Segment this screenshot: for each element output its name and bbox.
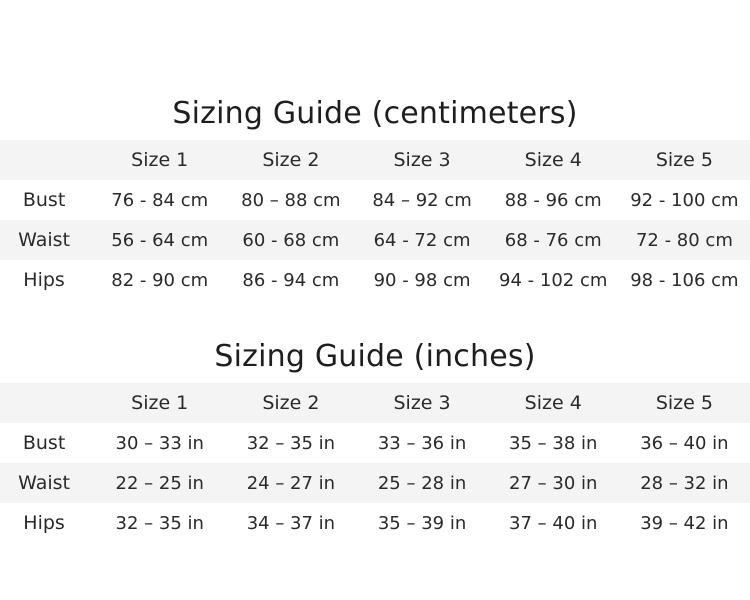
cell-value: 86 - 94 cm (242, 269, 340, 291)
header-size-3: Size 3 (393, 149, 451, 171)
table-row-waist (0, 220, 750, 260)
cell-value: 94 - 102 cm (499, 269, 608, 291)
cell-value: 32 – 35 in (246, 432, 336, 454)
row-label-hips: Hips (23, 512, 65, 534)
cell-value: 68 - 76 cm (504, 229, 602, 251)
header-size-2: Size 2 (262, 149, 320, 171)
table-row-hips (0, 503, 750, 543)
table-row-bust (0, 180, 750, 220)
table-row-waist (0, 463, 750, 503)
cell-value: 25 – 28 in (377, 472, 467, 494)
cell-value: 56 - 64 cm (111, 229, 209, 251)
cell-value: 34 – 37 in (246, 512, 336, 534)
cell-value: 76 - 84 cm (111, 189, 209, 211)
sizing-table-cm (0, 140, 750, 300)
header-size-2: Size 2 (262, 392, 320, 414)
sizing-guide-cm-title: Sizing Guide (centimeters) (172, 96, 578, 131)
cell-value: 24 – 27 in (246, 472, 336, 494)
cell-value: 39 – 42 in (640, 512, 729, 534)
row-label-waist: Waist (18, 472, 70, 494)
sizing-guide-inches-title: Sizing Guide (inches) (214, 339, 536, 374)
sizing-guide-inches (0, 331, 750, 543)
header-size-5: Size 5 (655, 392, 713, 414)
header-size-1: Size 1 (131, 392, 189, 414)
table-header-row (0, 140, 750, 180)
cell-value: 80 – 88 cm (241, 189, 341, 211)
cell-value: 88 - 96 cm (504, 189, 602, 211)
cell-value: 82 - 90 cm (111, 269, 209, 291)
row-label-bust: Bust (22, 189, 66, 211)
header-size-1: Size 1 (131, 149, 189, 171)
table-header-row (0, 383, 750, 423)
cell-value: 37 – 40 in (509, 512, 598, 534)
cell-value: 64 - 72 cm (373, 229, 471, 251)
cell-value: 72 - 80 cm (635, 229, 733, 251)
table-row-hips (0, 260, 750, 300)
cell-value: 30 – 33 in (115, 432, 204, 454)
cell-value: 32 – 35 in (115, 512, 204, 534)
header-size-3: Size 3 (393, 392, 451, 414)
cell-value: 28 – 32 in (640, 472, 729, 494)
sizing-table-inches (0, 383, 750, 543)
header-size-4: Size 4 (524, 392, 582, 414)
header-size-4: Size 4 (524, 149, 582, 171)
cell-value: 92 - 100 cm (630, 189, 739, 211)
cell-value: 98 - 106 cm (630, 269, 739, 291)
header-blank (0, 383, 94, 423)
sizing-guide-cm (0, 88, 750, 300)
cell-value: 35 – 38 in (509, 432, 598, 454)
cell-value: 35 – 39 in (377, 512, 467, 534)
header-size-5: Size 5 (655, 149, 713, 171)
cell-value: 22 – 25 in (115, 472, 204, 494)
row-label-waist: Waist (18, 229, 70, 251)
table-row-bust (0, 423, 750, 463)
header-blank (0, 140, 94, 180)
cell-value: 60 - 68 cm (242, 229, 340, 251)
cell-value: 90 - 98 cm (373, 269, 471, 291)
cell-value: 33 – 36 in (377, 432, 467, 454)
cell-value: 36 – 40 in (640, 432, 729, 454)
row-label-hips: Hips (23, 269, 65, 291)
cell-value: 27 – 30 in (509, 472, 598, 494)
cell-value: 84 – 92 cm (372, 189, 472, 211)
row-label-bust: Bust (22, 432, 66, 454)
